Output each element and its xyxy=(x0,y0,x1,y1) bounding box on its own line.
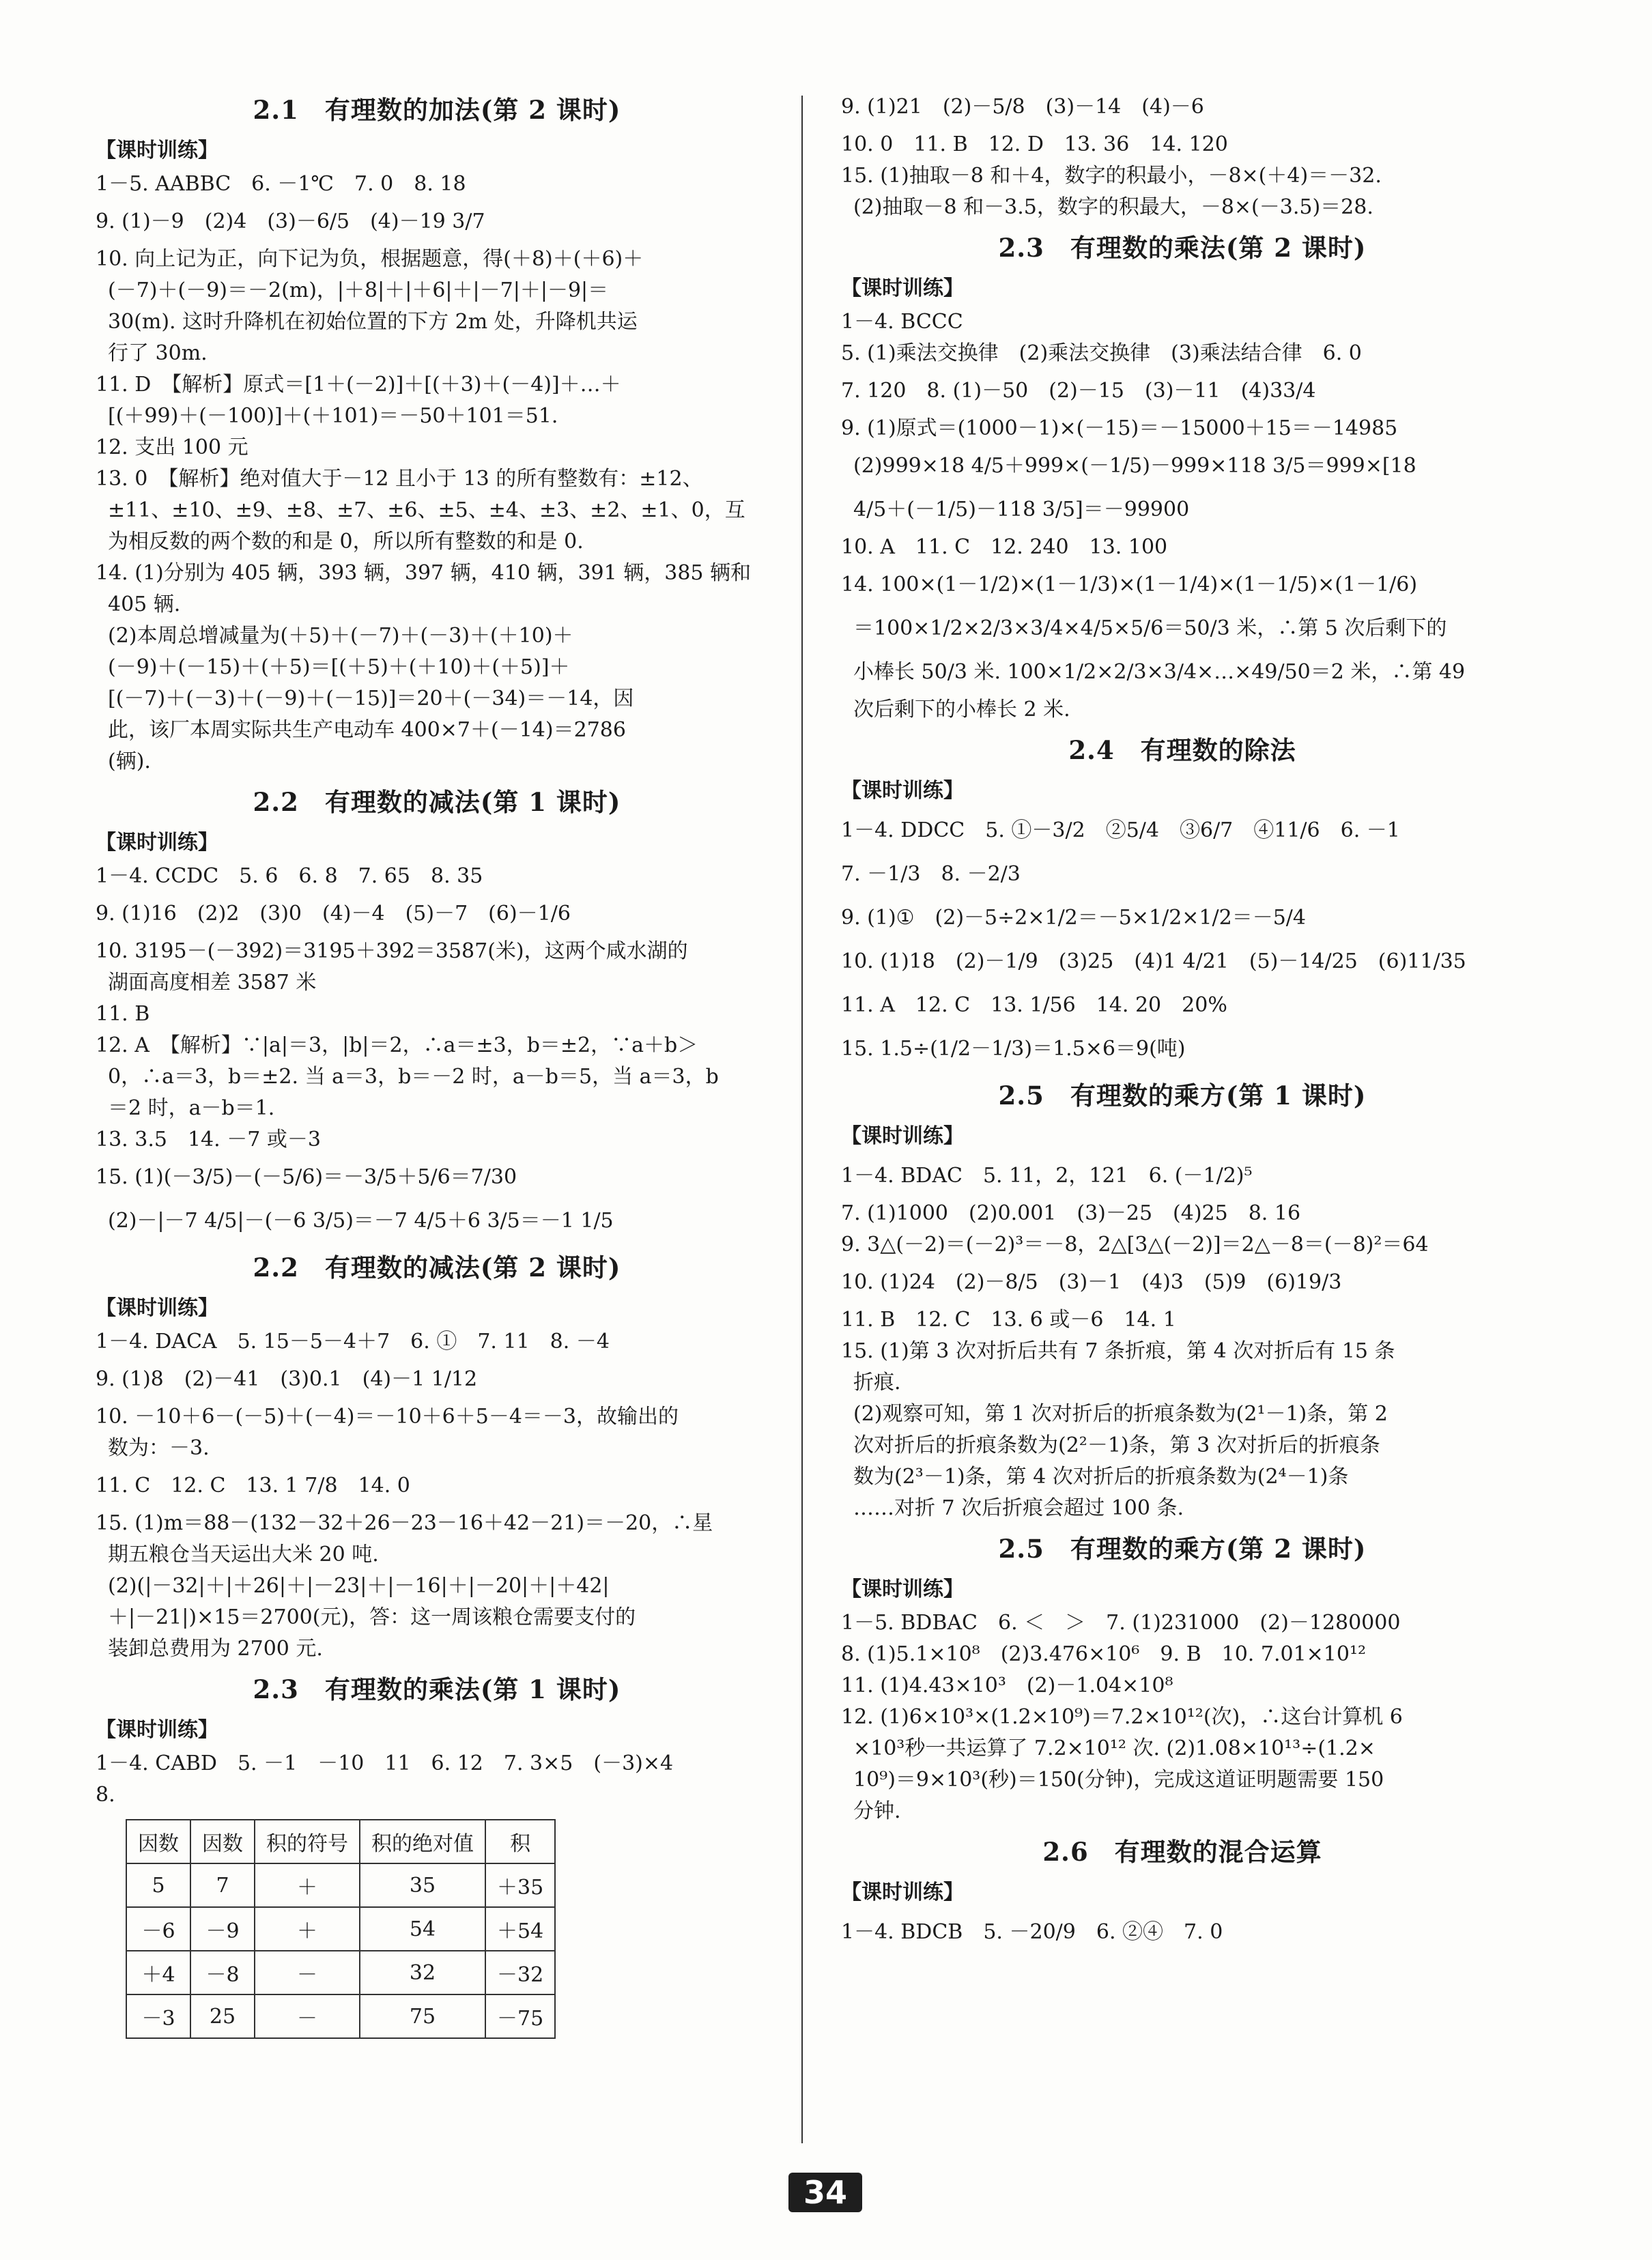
answer-line: 0，∴a＝3，b＝±2. 当 a＝3，b＝－2 时，a－b＝5，当 a＝3，b xyxy=(108,1065,719,1089)
answer-line: 1－4. BCCC xyxy=(841,310,963,334)
answer-line: (2)观察可知，第 1 次对折后的折痕条数为(2¹－1)条，第 2 xyxy=(853,1402,1388,1426)
answer-line: 8. xyxy=(96,1783,115,1807)
answer-line: 分钟. xyxy=(853,1799,901,1823)
answer-line: 此，该厂本周实际共生产电动车 400×7＋(－14)＝2786 xyxy=(108,718,626,742)
answer-line: 装卸总费用为 2700 元. xyxy=(108,1637,323,1661)
table-cell: －75 xyxy=(485,1994,555,2038)
table-cell: 25 xyxy=(190,1994,255,2038)
section-title: 2.5 有理数的乘方(第 2 课时) xyxy=(998,1534,1367,1564)
answer-line: 为相反数的两个数的和是 0，所以所有整数的和是 0. xyxy=(108,530,584,554)
answer-line: 13. 0 【解析】绝对值大于－12 且小于 13 的所有整数有：±12、 xyxy=(96,467,703,491)
answer-line: 12. (1)6×10³×(1.2×10⁹)＝7.2×10¹²(次)，∴这台计算机 6 xyxy=(841,1705,1403,1729)
section-title: 2.4 有理数的除法 xyxy=(1068,735,1296,765)
section-title: 2.3 有理数的乘法(第 1 课时) xyxy=(253,1674,621,1704)
answer-line: ＋|－21|)×15＝2700(元)，答：这一周该粮仓需要支付的 xyxy=(108,1605,636,1629)
answer-line: 15. (1)第 3 次对折后共有 7 条折痕，第 4 次对折后有 15 条 xyxy=(841,1339,1395,1363)
answer-line: 10. －10＋6－(－5)＋(－4)＝－10＋6＋5－4＝－3，故输出的 xyxy=(96,1405,679,1429)
answer-line: 15. (1)(－3/5)－(－5/6)＝－3/5＋5/6＝7/30 xyxy=(96,1165,517,1189)
answer-line: 1－5. AABBC 6. －1℃ 7. 0 8. 18 xyxy=(96,172,466,196)
table-cell: －9 xyxy=(190,1907,255,1951)
section-tag: 【课时训练】 xyxy=(841,1124,964,1148)
left-column xyxy=(96,85,778,2039)
answer-line: 9. (1)21 (2)－5/8 (3)－14 (4)－6 xyxy=(841,95,1204,119)
section-tag: 【课时训练】 xyxy=(841,1880,964,1904)
answer-line: 9. (1)－9 (2)4 (3)－6/5 (4)－19 3/7 xyxy=(96,210,485,233)
table-cell: ＋ xyxy=(255,1863,360,1907)
section-tag: 【课时训练】 xyxy=(96,831,218,855)
answer-line: 小棒长 50/3 米. 100×1/2×2/3×3/4×…×49/50＝2 米，∴第 49 xyxy=(853,660,1466,684)
answer-line: 10. 3195－(－392)＝3195＋392＝3587(米)，这两个咸水湖的 xyxy=(96,939,688,963)
answer-line: 14. 100×(1－1/2)×(1－1/3)×(1－1/4)×(1－1/5)×(1－1/6) xyxy=(841,573,1418,597)
table-cell: －8 xyxy=(190,1951,255,1994)
section-tag: 【课时训练】 xyxy=(841,276,964,300)
section-tag: 【课时训练】 xyxy=(96,1718,218,1742)
answer-line: ×10³秒一共运算了 7.2×10¹² 次. (2)1.08×10¹³÷(1.2× xyxy=(853,1736,1376,1760)
section-tag: 【课时训练】 xyxy=(96,1296,218,1320)
answer-line: 11. B 12. C 13. 6 或－6 14. 1 xyxy=(841,1308,1176,1332)
section-title: 2.2 有理数的减法(第 2 课时) xyxy=(253,1253,621,1283)
answer-line: 8. (1)5.1×10⁸ (2)3.476×10⁶ 9. B 10. 7.01×10¹² xyxy=(841,1642,1367,1666)
answer-line: 1－5. BDBAC 6. ＜ ＞ 7. (1)231000 (2)－1280000 xyxy=(841,1611,1401,1635)
answer-line: 行了 30m. xyxy=(108,341,208,365)
table-cell: 5 xyxy=(126,1863,190,1907)
answer-line: 1－4. CABD 5. －1 －10 11 6. 12 7. 3×5 (－3)×4 xyxy=(96,1751,674,1775)
answer-line: 10. 0 11. B 12. D 13. 36 14. 120 xyxy=(841,132,1228,156)
answer-line: [(－7)＋(－3)＋(－9)＋(－15)]＝20＋(－34)＝－14，因 xyxy=(108,687,634,711)
section-title: 2.5 有理数的乘方(第 1 课时) xyxy=(998,1081,1367,1111)
answer-line: (2)抽取－8 和－3.5，数字的积最大，－8×(－3.5)＝28. xyxy=(853,195,1373,219)
answer-line: 1－4. BDCB 5. －20/9 6. ②④ 7. 0 xyxy=(841,1920,1223,1944)
table-cell: 75 xyxy=(360,1994,485,2038)
answer-line: 4/5＋(－1/5)－118 3/5]＝－99900 xyxy=(853,498,1190,521)
table-cell: ＋4 xyxy=(126,1951,190,1994)
answer-line: ＝100×1/2×2/3×3/4×4/5×5/6＝50/3 米，∴第 5 次后剩下的 xyxy=(853,616,1447,640)
answer-line: 1－4. BDAC 5. 11，2，121 6. (－1/2)⁵ xyxy=(841,1164,1253,1188)
answer-line: 9. (1)① (2)－5÷2×1/2＝－5×1/2×1/2＝－5/4 xyxy=(841,906,1306,930)
answer-line: 数为：－3. xyxy=(108,1436,210,1460)
answer-line: 7. 120 8. (1)－50 (2)－15 (3)－11 (4)33/4 xyxy=(841,379,1316,403)
answer-line: (辆). xyxy=(108,749,151,773)
answer-line: 10. (1)24 (2)－8/5 (3)－1 (4)3 (5)9 (6)19/3 xyxy=(841,1270,1342,1294)
answer-line: (2)－|－7 4/5|－(－6 3/5)＝－7 4/5＋6 3/5＝－1 1/5 xyxy=(108,1209,614,1233)
answer-line: 11. C 12. C 13. 1 7/8 14. 0 xyxy=(96,1474,410,1498)
answer-line: ＝2 时，a－b＝1. xyxy=(108,1096,275,1120)
table-header-cell: 积的符号 xyxy=(255,1820,360,1863)
answer-line: (－9)＋(－15)＋(＋5)＝[(＋5)＋(＋10)＋(＋5)]＋ xyxy=(108,655,570,679)
right-column xyxy=(841,85,1524,1954)
table-cell: －32 xyxy=(485,1951,555,1994)
section-tag: 【课时训练】 xyxy=(841,779,964,803)
table-cell: ＋35 xyxy=(485,1863,555,1907)
answer-line: 湖面高度相差 3587 米 xyxy=(108,971,317,995)
answer-line: 11. B xyxy=(96,1002,150,1026)
answer-line: 11. A 12. C 13. 1/56 14. 20 20% xyxy=(841,993,1227,1017)
answer-line: 9. 3△(－2)＝(－2)³＝－8，2△[3△(－2)]＝2△－8＝(－8)²＝64 xyxy=(841,1233,1429,1257)
answer-line: 次对折后的折痕条数为(2²－1)条，第 3 次对折后的折痕条 xyxy=(853,1433,1380,1457)
answer-line: 7. (1)1000 (2)0.001 (3)－25 (4)25 8. 16 xyxy=(841,1201,1301,1225)
table-cell: －3 xyxy=(126,1994,190,2038)
answer-line: (－7)＋(－9)＝－2(m)，|＋8|＋|＋6|＋|－7|＋|－9|＝ xyxy=(108,278,609,302)
answer-line: 10. 向上记为正，向下记为负，根据题意，得(＋8)＋(＋6)＋ xyxy=(96,247,644,271)
table-cell: 54 xyxy=(360,1907,485,1951)
answer-line: (2)999×18 4/5＋999×(－1/5)－999×118 3/5＝999×[18 xyxy=(853,454,1416,478)
answer-line: 期五粮仓当天运出大米 20 吨. xyxy=(108,1543,379,1567)
table-row xyxy=(126,1863,555,1907)
answer-line: 10. A 11. C 12. 240 13. 100 xyxy=(841,535,1168,559)
answer-line: 15. (1)抽取－8 和＋4，数字的积最小，－8×(＋4)＝－32. xyxy=(841,164,1382,188)
answer-line: 9. (1)16 (2)2 (3)0 (4)－4 (5)－7 (6)－1/6 xyxy=(96,902,571,926)
answer-line: 12. 支出 100 元 xyxy=(96,435,248,459)
column-divider xyxy=(801,96,803,2143)
answer-line: 14. (1)分别为 405 辆，393 辆，397 辆，410 辆，391 辆，385 辆和 xyxy=(96,561,752,585)
answer-line: 9. (1)8 (2)－41 (3)0.1 (4)－1 1/12 xyxy=(96,1367,478,1391)
answer-line: 9. (1)原式＝(1000－1)×(－15)＝－15000＋15＝－14985 xyxy=(841,416,1398,440)
table-row xyxy=(126,1951,555,1994)
table-header-cell: 积 xyxy=(485,1820,555,1863)
section-title: 2.3 有理数的乘法(第 2 课时) xyxy=(998,233,1367,263)
answer-line: 30(m). 这时升降机在初始位置的下方 2m 处，升降机共运 xyxy=(108,310,638,334)
table-row xyxy=(126,1907,555,1951)
answer-line: [(＋99)＋(－100)]＋(＋101)＝－50＋101＝51. xyxy=(108,404,558,428)
section-tag: 【课时训练】 xyxy=(96,139,218,162)
table-cell: －6 xyxy=(126,1907,190,1951)
table-header-cell: 因数 xyxy=(126,1820,190,1863)
answer-line: 7. －1/3 8. －2/3 xyxy=(841,862,1021,886)
table-cell: 32 xyxy=(360,1951,485,1994)
answer-line: 1－4. DDCC 5. ①－3/2 ②5/4 ③6/7 ④11/6 6. －1 xyxy=(841,818,1400,842)
answer-line: 数为(2³－1)条，第 4 次对折后的折痕条数为(2⁴－1)条 xyxy=(853,1465,1349,1489)
answer-line: 1－4. DACA 5. 15－5－4＋7 6. ① 7. 11 8. －4 xyxy=(96,1330,610,1354)
answer-line: 5. (1)乘法交换律 (2)乘法交换律 (3)乘法结合律 6. 0 xyxy=(841,341,1362,365)
table-cell: 7 xyxy=(190,1863,255,1907)
answer-line: ±11、±10、±9、±8、±7、±6、±5、±4、±3、±2、±1、0，互 xyxy=(108,498,745,522)
answer-line: 次后剩下的小棒长 2 米. xyxy=(853,698,1070,721)
answer-line: 10⁹)＝9×10³(秒)＝150(分钟)，完成这道证明题需要 150 xyxy=(853,1768,1384,1792)
product-table xyxy=(126,1819,556,2039)
table-cell: ＋54 xyxy=(485,1907,555,1951)
answer-line: 15. (1)m＝88－(132－32＋26－23－16＋42－21)＝－20，∴星 xyxy=(96,1511,713,1535)
answer-line: 405 辆. xyxy=(108,592,181,616)
answer-line: 15. 1.5÷(1/2－1/3)＝1.5×6＝9(吨) xyxy=(841,1037,1186,1061)
section-title: 2.2 有理数的减法(第 1 课时) xyxy=(253,787,621,817)
table-cell: ＋ xyxy=(255,1907,360,1951)
page-number: 34 xyxy=(788,2173,862,2212)
table-cell: － xyxy=(255,1951,360,1994)
answer-line: 折痕. xyxy=(853,1371,901,1394)
answer-line: 13. 3.5 14. －7 或－3 xyxy=(96,1128,321,1152)
section-title: 2.1 有理数的加法(第 2 课时) xyxy=(253,95,621,125)
answer-line: 11. D 【解析】原式＝[1＋(－2)]＋[(＋3)＋(－4)]＋…＋ xyxy=(96,373,621,397)
section-tag: 【课时训练】 xyxy=(841,1577,964,1601)
table-header-cell: 积的绝对值 xyxy=(360,1820,485,1863)
answer-line: 1－4. CCDC 5. 6 6. 8 7. 65 8. 35 xyxy=(96,864,483,888)
table-cell: 35 xyxy=(360,1863,485,1907)
section-title: 2.6 有理数的混合运算 xyxy=(1042,1837,1322,1867)
answer-line: ……对折 7 次后折痕会超过 100 条. xyxy=(853,1496,1184,1520)
table-cell: － xyxy=(255,1994,360,2038)
answer-line: (2)本周总增减量为(＋5)＋(－7)＋(－3)＋(＋10)＋ xyxy=(108,624,573,648)
answer-line: (2)(|－32|＋|＋26|＋|－23|＋|－16|＋|－20|＋|＋42| xyxy=(108,1574,610,1598)
answer-line: 12. A 【解析】∵|a|＝3，|b|＝2，∴a＝±3，b＝±2，∵a＋b＞ xyxy=(96,1033,698,1057)
table-header-cell: 因数 xyxy=(190,1820,255,1863)
table-header-row xyxy=(126,1820,555,1863)
answer-line: 11. (1)4.43×10³ (2)－1.04×10⁸ xyxy=(841,1674,1173,1698)
table-row xyxy=(126,1994,555,2038)
answer-line: 10. (1)18 (2)－1/9 (3)25 (4)1 4/21 (5)－14/25 (6)11/35 xyxy=(841,949,1466,973)
